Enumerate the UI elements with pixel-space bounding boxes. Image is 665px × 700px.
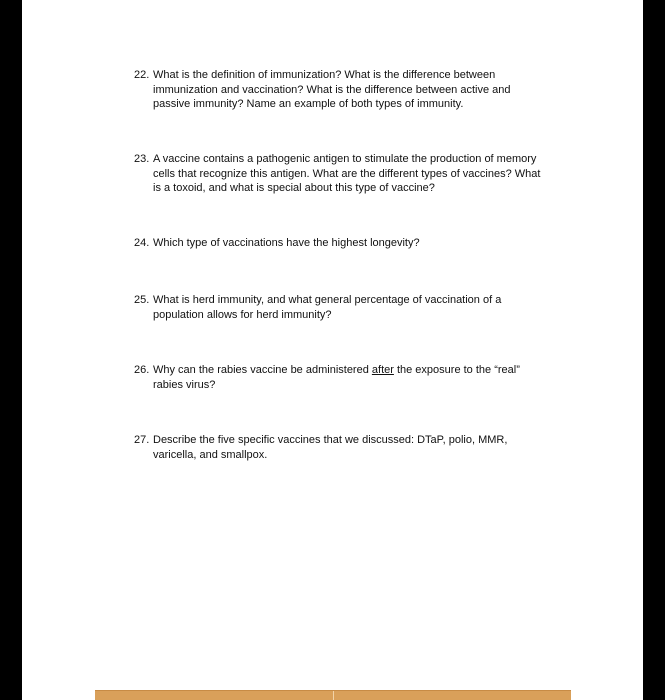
question-number: 24.	[134, 237, 150, 249]
question-number: 27.	[134, 434, 150, 446]
footer-bar	[95, 690, 571, 700]
question-23	[134, 152, 540, 196]
question-27	[134, 433, 507, 462]
question-text-part: Why can the rabies vaccine be administered	[153, 364, 372, 376]
footer-bar-divider	[333, 691, 334, 700]
question-text-line: Which type of vaccinations have the highest longevity?	[153, 237, 420, 249]
question-text-line: population allows for herd immunity?	[153, 308, 332, 321]
question-text-line: passive immunity? Name an example of both types of immunity.	[153, 98, 464, 110]
underlined-word: after	[371, 364, 394, 376]
question-26	[134, 363, 520, 392]
question-text-line: cells that recognize this antigen. What are the different types of vaccines? What	[153, 167, 541, 180]
question-text-line: What is the definition of immunization? What is the difference between	[153, 69, 496, 81]
question-text-line: Describe the five specific vaccines that we discussed: DTaP, polio, MMR,	[153, 434, 508, 446]
question-text-line: What is herd immunity, and what general percentage of vaccination of a	[153, 294, 502, 306]
question-text-line: immunization and vaccination? What is the difference between active and	[153, 83, 511, 96]
question-number: 23.	[134, 153, 150, 165]
question-25	[134, 293, 501, 322]
question-text-part: the exposure to the “real”	[393, 364, 520, 376]
document-page	[22, 0, 643, 700]
question-text-line: A vaccine contains a pathogenic antigen to stimulate the production of memory	[153, 153, 537, 165]
question-text-line: is a toxoid, and what is special about this type of vaccine?	[153, 182, 435, 194]
question-text-line	[153, 363, 520, 378]
question-text-line: varicella, and smallpox.	[153, 448, 268, 461]
question-number: 26.	[134, 364, 150, 376]
question-text-line: rabies virus?	[153, 378, 216, 391]
question-number: 25.	[134, 294, 150, 306]
question-24	[134, 236, 420, 251]
question-22	[134, 68, 511, 112]
question-number: 22.	[134, 69, 150, 81]
